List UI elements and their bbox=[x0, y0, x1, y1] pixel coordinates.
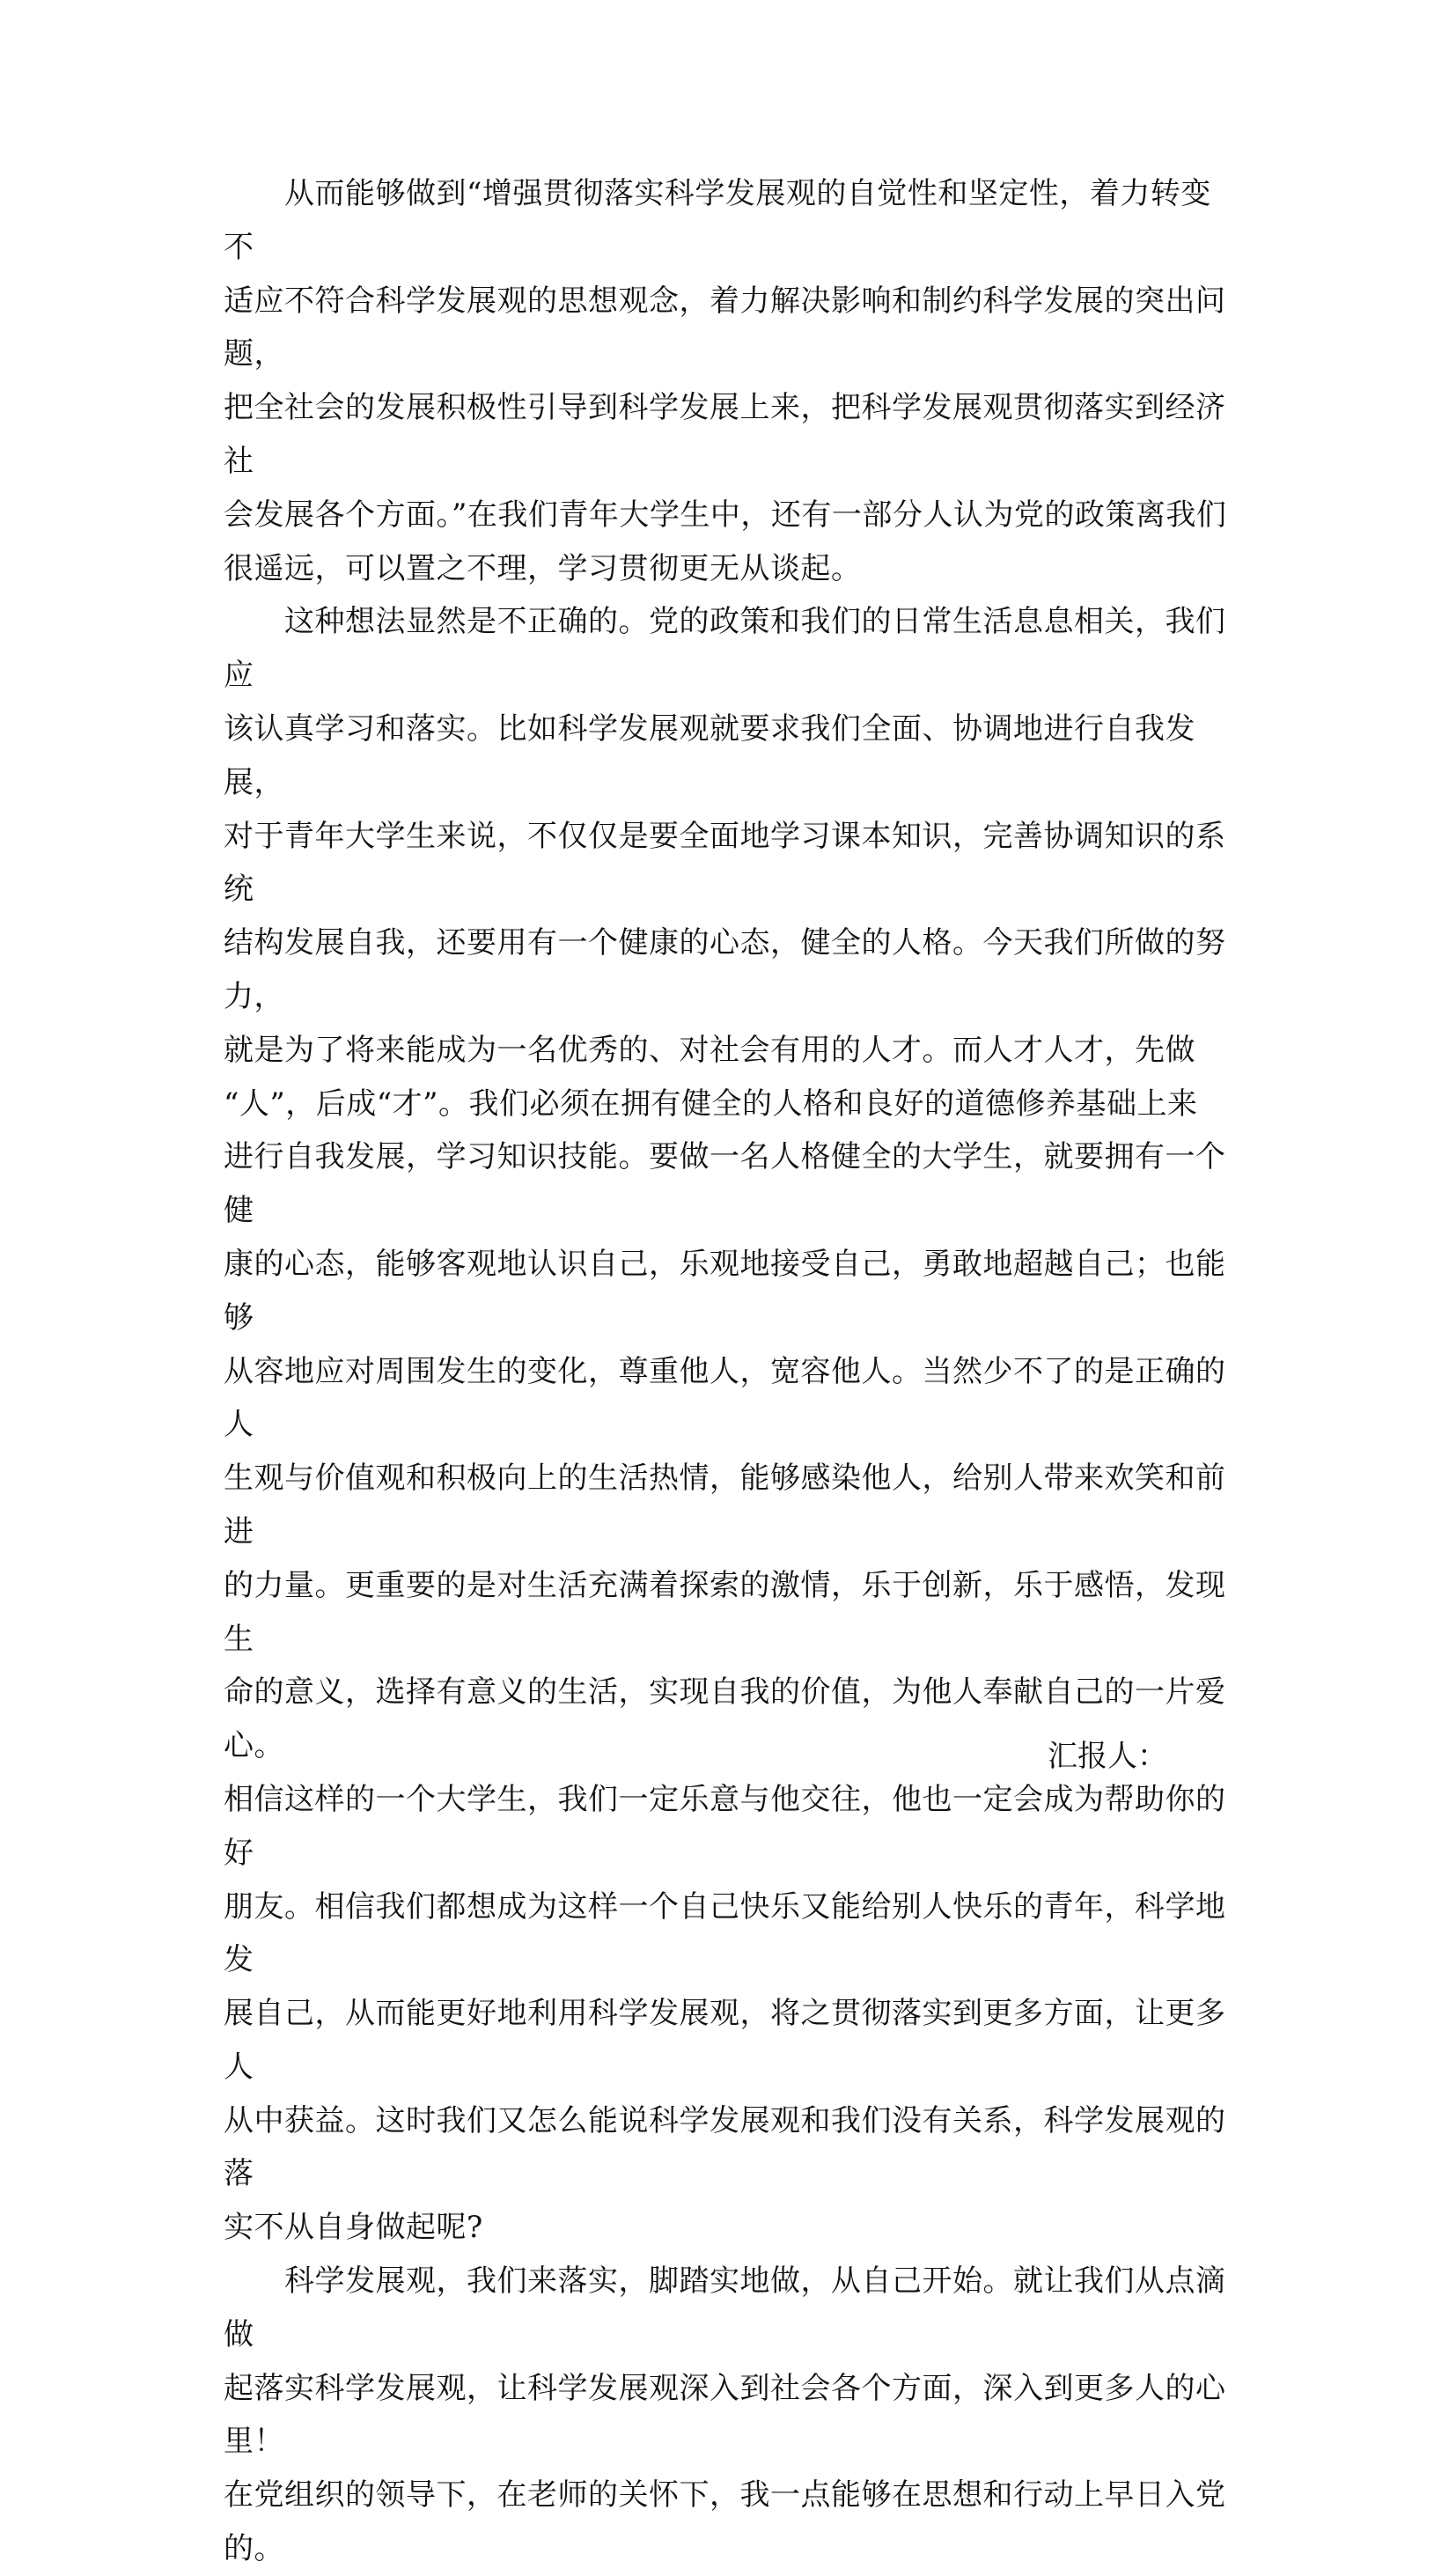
reporter-signature-label: 汇报人： bbox=[1048, 1739, 1167, 1774]
paragraph-3: 科学发展观，我们来落实，脚踏实地做，从自己开始。就让我们从点滴做 起落实科学发展观，让科学发展观深入到社会各个方面，深入到更多人的心里！ 在党组织的领导下，在老师的关怀下，我一点能够在思想和行动上早日入党的。 bbox=[224, 2263, 1226, 2567]
paragraph-1: 从而能够做到“增强贯彻落实科学发展观的自觉性和坚定性，着力转变不 适应不符合科学发展观的思想观念，着力解决影响和制约科学发展的突出问题， 把全社会的发展积极性引导到科学发展上来，把科学发展观贯彻落实到经济社 会发展各个方面。”在我们青年大学生中，还有一部分人认为党的政策离我们 很遥远，可以置之不理，学习贯彻更无从谈起。 bbox=[224, 176, 1227, 586]
paragraph-2: 这种想法显然是不正确的。党的政策和我们的日常生活息息相关，我们应 该认真学习和落实。比如科学发展观就要求我们全面、协调地进行自我发展， 对于青年大学生来说，不仅仅是要全面地学习课本知识，完善协调知识的系统 结构发展自我，还要用有一个健康的心态，健全的人格。今天我们所做的努力， 就是为了将来能成为一名优秀的、对社会有用的人才。而人才人才，先做 “人”，后成“才”。我们必须在拥有健全的人格和良好的道德修养基础上来 进行自我发展，学习知识技能。要做一名人格健全的大学生，就要拥有一个健 康的心态，能够客观地认识自己，乐观地接受自己，勇敢地超越自己；也能够 从容地应对周围发生的变化，尊重他人，宽容他人。当然少不了的是正确的人 生观与价值观和积极向上的生活热情，能够感染他人，给别人带来欢笑和前进 的力量。更重要的是对生活充满着探索的激情，乐于创新，乐于感悟，发现生 命的意义，选择有意义的生活，实现自我的价值，为他人奉献自己的一片爱心。 相信这样的一个大学生，我们一定乐意与他交往，他也一定会成为帮助你的好 朋友。相信我们都想成为这样一个自己快乐又能给别人快乐的青年，科学地发 展自己，从而能更好地利用科学发展观，将之贯彻落实到更多方面，让更多人 从中获益。这时我们又怎么能说科学发展观和我们没有关系，科学发展观的落 实不从自身做起呢? bbox=[224, 604, 1226, 2246]
document-body bbox=[224, 167, 1241, 2576]
